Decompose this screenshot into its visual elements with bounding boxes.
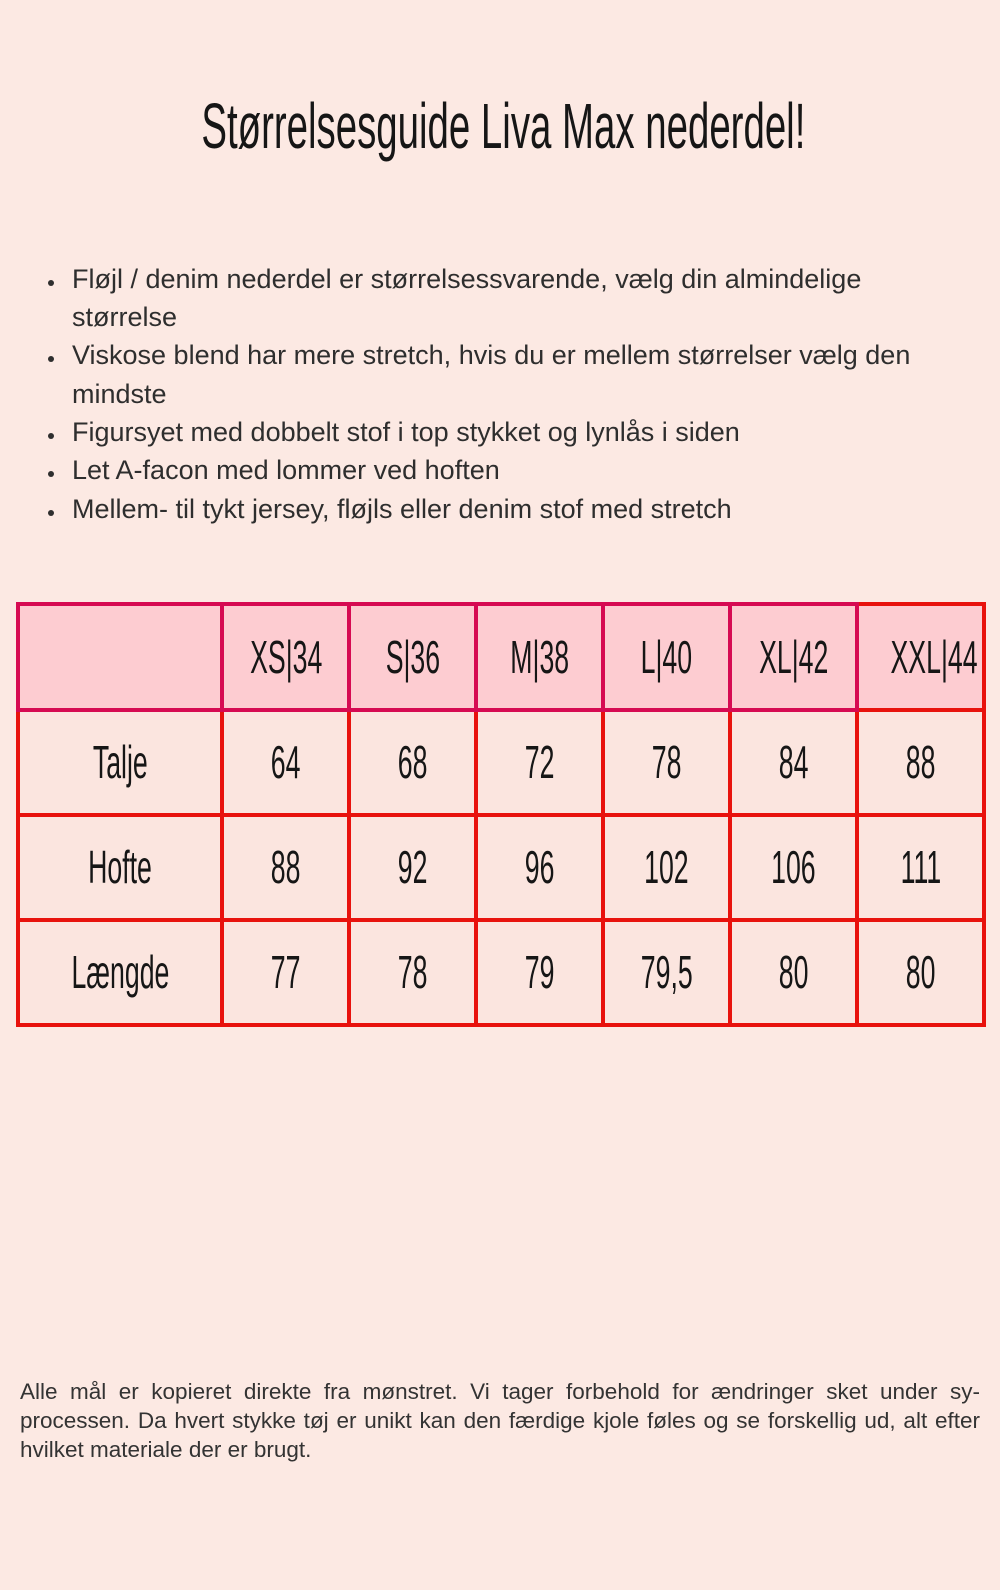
measurement-cell: 64 bbox=[222, 710, 349, 815]
measurement-cell: 111 bbox=[857, 815, 984, 920]
measurement-cell: 80 bbox=[857, 920, 984, 1025]
size-column-header: XXL|44 bbox=[857, 604, 984, 710]
measurement-cell: 68 bbox=[349, 710, 476, 815]
table-row-talje bbox=[18, 710, 984, 815]
measure-row-label: Hofte bbox=[18, 815, 222, 920]
measurement-cell: 78 bbox=[603, 710, 730, 815]
bullet-item: • Viskose blend har mere stretch, hvis du er mellem størrelser vælg den mindste bbox=[66, 336, 945, 413]
size-column-header: M|38 bbox=[476, 604, 603, 710]
measurement-cell: 80 bbox=[730, 920, 857, 1025]
measurement-cell: 106 bbox=[730, 815, 857, 920]
measurement-cell: 88 bbox=[857, 710, 984, 815]
feature-bullet-list bbox=[40, 260, 945, 528]
bullet-item: • Let A-facon med lommer ved hoften bbox=[66, 451, 945, 489]
measurement-cell: 84 bbox=[730, 710, 857, 815]
bullet-item: • Fløjl / denim nederdel er størrelsessvarende, vælg din almindelige størrelse bbox=[66, 260, 945, 337]
size-column-header: S|36 bbox=[349, 604, 476, 710]
measure-row-label: Talje bbox=[18, 710, 222, 815]
table-row-laengde bbox=[18, 920, 984, 1025]
measurement-cell: 88 bbox=[222, 815, 349, 920]
size-column-header: XS|34 bbox=[222, 604, 349, 710]
measurement-cell: 96 bbox=[476, 815, 603, 920]
page-title bbox=[0, 90, 1000, 164]
measurement-cell: 79 bbox=[476, 920, 603, 1025]
table-header-row bbox=[18, 604, 984, 710]
size-column-header: XL|42 bbox=[730, 604, 857, 710]
size-column-header: L|40 bbox=[603, 604, 730, 710]
table-row-hofte bbox=[18, 815, 984, 920]
measurement-cell: 92 bbox=[349, 815, 476, 920]
measurement-cell: 72 bbox=[476, 710, 603, 815]
page-title-text: Størrelsesguide Liva Max nederdel! bbox=[201, 90, 806, 162]
measurement-cell: 79,5 bbox=[603, 920, 730, 1025]
bullet-item: • Figursyet med dobbelt stof i top stykket og lynlås i siden bbox=[66, 413, 945, 451]
bullet-item: • Mellem- til tykt jersey, fløjls eller denim stof med stretch bbox=[66, 490, 945, 528]
measurement-cell: 102 bbox=[603, 815, 730, 920]
corner-cell bbox=[18, 604, 222, 710]
measure-row-label: Længde bbox=[18, 920, 222, 1025]
disclaimer-text: Alle mål er kopieret direkte fra mønstret. Vi tager forbehold for ændringer sket under sy-processen. Da hvert stykke tøj er unikt kan den færdige kjole føles og se forskellig ud, alt efter hvilket materiale der er brugt. bbox=[20, 1378, 980, 1462]
measurement-cell: 78 bbox=[349, 920, 476, 1025]
measurement-cell: 77 bbox=[222, 920, 349, 1025]
size-guide-table bbox=[16, 602, 986, 1027]
